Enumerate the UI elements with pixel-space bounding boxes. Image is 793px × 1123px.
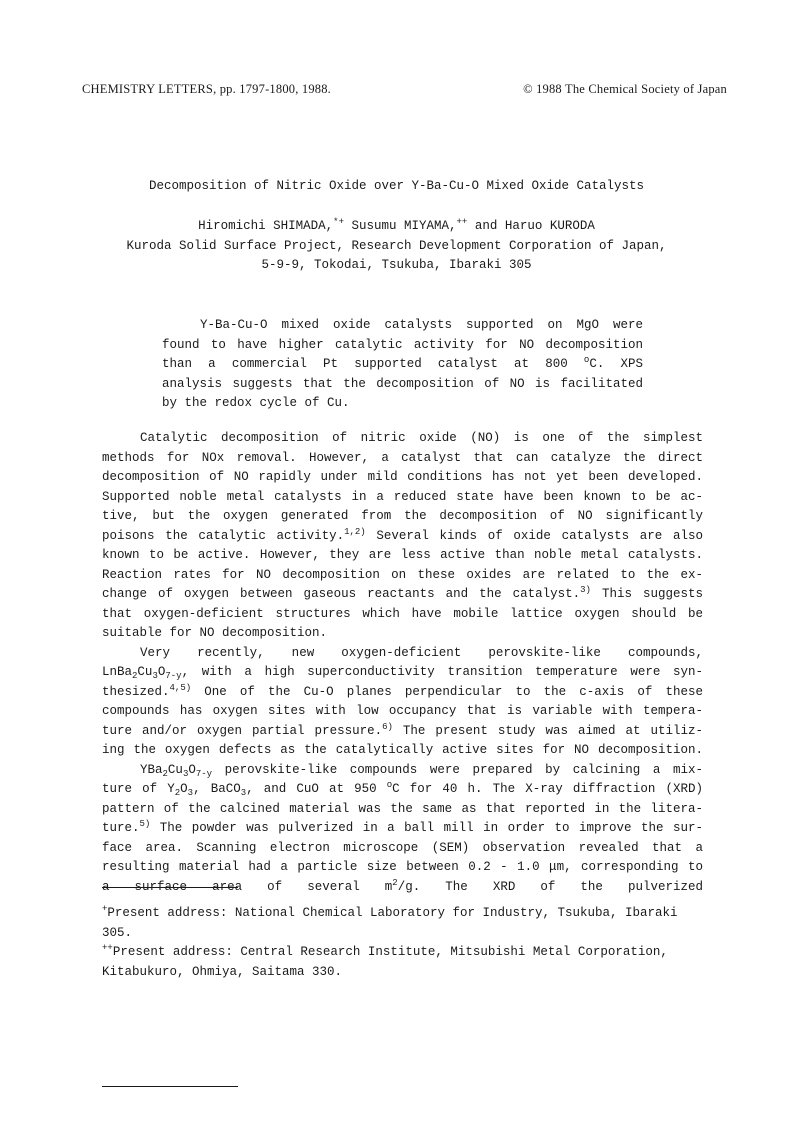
body-line: suitable for NO decomposition.: [102, 626, 328, 640]
author-2: Susumu MIYAMA,: [343, 219, 457, 233]
reference-marker: 3): [580, 585, 591, 595]
body-line: tive, but the oxygen generated from the decomposition of NO significantly: [102, 509, 703, 523]
footnote-1: +Present address: National Chemical Laboratory for Industry, Tsukuba, Ibaraki: [102, 904, 678, 920]
body-text: [102, 429, 703, 897]
author-1: Hiromichi SHIMADA,: [198, 219, 334, 233]
reference-marker: 4,5): [169, 682, 192, 693]
body-line: a surface area of several $m^2/g$. The XRD of the pulverized: [102, 877, 703, 894]
body-line: ture.$^{5)}$ The powder was pulverized in a ball mill in order to improve the sur-: [102, 819, 703, 835]
reference-marker: 5): [139, 819, 151, 829]
body-line: known to be active. However, they are less active than noble metal catalysts.: [102, 548, 703, 562]
body-line: Reaction rates for NO decomposition on these oxides are related to the ex-: [102, 567, 703, 582]
abstract-line: than a commercial Pt supported catalyst at 800 $^o$C. XPS: [162, 355, 643, 371]
body-line: poisons the catalytic activity.$^{1,2)}$ Several kinds of oxide catalysts are also: [102, 526, 703, 543]
abstract-line: by the redox cycle of Cu.: [162, 396, 350, 410]
degree-symbol: o: [386, 780, 393, 790]
footnote-mark: +: [102, 904, 108, 914]
abstract-line: analysis suggests that the decomposition of NO is facilitated: [162, 376, 643, 391]
body-line: that oxygen-deficient structures which have mobile lattice oxygen should be: [102, 606, 703, 621]
degree-symbol: o: [583, 355, 590, 365]
body-line: pattern of the calcined material was the same as that reported in the litera-: [102, 801, 703, 816]
paragraph-3: [102, 761, 703, 898]
page-end-rule: [102, 1086, 238, 1087]
footnote-mark: ++: [102, 943, 113, 953]
abstract-line: found to have higher catalytic activity for NO decomposition: [162, 337, 643, 352]
body-line: thesized.$^{4,5)}$ One of the Cu-O planes perpendicular to the c-axis of these: [102, 682, 703, 699]
body-line: Supported noble metal catalysts in a reduced state have been known to be ac-: [102, 489, 703, 504]
body-line: change of oxygen between gaseous reactants and the catalyst.$^{3)}$ This suggests: [102, 585, 703, 601]
author-3: and Haruo KURODA: [467, 219, 595, 233]
body-line: ture of $Y_2O_3$, BaCO$_3$, and CuO at 950 $^o$C for 40 h. The X-ray diffraction (XRD): [102, 780, 703, 798]
reference-marker: 6): [382, 721, 393, 732]
body-line: $YBa_2Cu_3O_{7-y}$ perovskite-like compounds were prepared by calcining a mix-: [140, 762, 703, 779]
journal-citation: CHEMISTRY LETTERS, pp. 1797-1800, 1988.: [82, 82, 332, 96]
affiliation-line-2: 5-9-9, Tokodai, Tsukuba, Ibaraki 305: [261, 258, 532, 272]
body-line: resulting material had a particle size between 0.2 - 1.0 μm, corresponding to: [102, 860, 703, 874]
body-line: ture and/or oxygen partial pressure.$^{6)}$ The present study was aimed at utiliz-: [102, 721, 703, 738]
body-line: Catalytic decomposition of nitric oxide (NO) is one of the simplest: [140, 431, 703, 445]
author-block: [0, 217, 793, 276]
body-line: ing the oxygen defects as the catalytically active sites for NO decomposition.: [102, 743, 703, 757]
body-line: $LnBa_2Cu_3O_{7-y}$, with a high superconductivity transition temperature were syn-: [102, 665, 703, 681]
body-line: decomposition of NO rapidly under mild conditions has not yet been developed.: [102, 470, 703, 484]
paragraph-1: [102, 429, 703, 644]
body-line: compounds has oxygen sites with low occupancy that is variable with tempera-: [102, 704, 703, 718]
abstract-line: Y-Ba-Cu-O mixed oxide catalysts supported on MgO were: [200, 318, 643, 332]
footnote-1-cont: 305.: [102, 925, 133, 940]
affiliation-line-1: Kuroda Solid Surface Project, Research Development Corporation of Japan,: [126, 238, 667, 253]
author-1-mark: *+: [333, 217, 344, 227]
author-line: [0, 217, 793, 237]
reference-marker: 1,2): [344, 526, 366, 537]
abstract: [162, 316, 643, 414]
article-title: Decomposition of Nitric Oxide over Y-Ba-Cu-O Mixed Oxide Catalysts: [148, 179, 645, 193]
footnotes: [102, 904, 703, 982]
copyright-notice: © 1988 The Chemical Society of Japan: [523, 82, 727, 96]
body-line: Very recently, new oxygen-deficient perovskite-like compounds,: [140, 645, 703, 660]
paragraph-2: [102, 644, 703, 761]
author-2-mark: ++: [456, 217, 468, 227]
body-line: methods for NOx removal. However, a catalyst that can catalyze the direct: [102, 450, 703, 465]
footnote-divider: [102, 887, 238, 888]
footnote-2-cont: Kitabukuro, Ohmiya, Saitama 330.: [102, 964, 343, 979]
footnote-2: ++Present address: Central Research Institute, Mitsubishi Metal Corporation,: [102, 943, 668, 959]
body-line: face area. Scanning electron microscope (SEM) observation revealed that a: [102, 840, 703, 855]
